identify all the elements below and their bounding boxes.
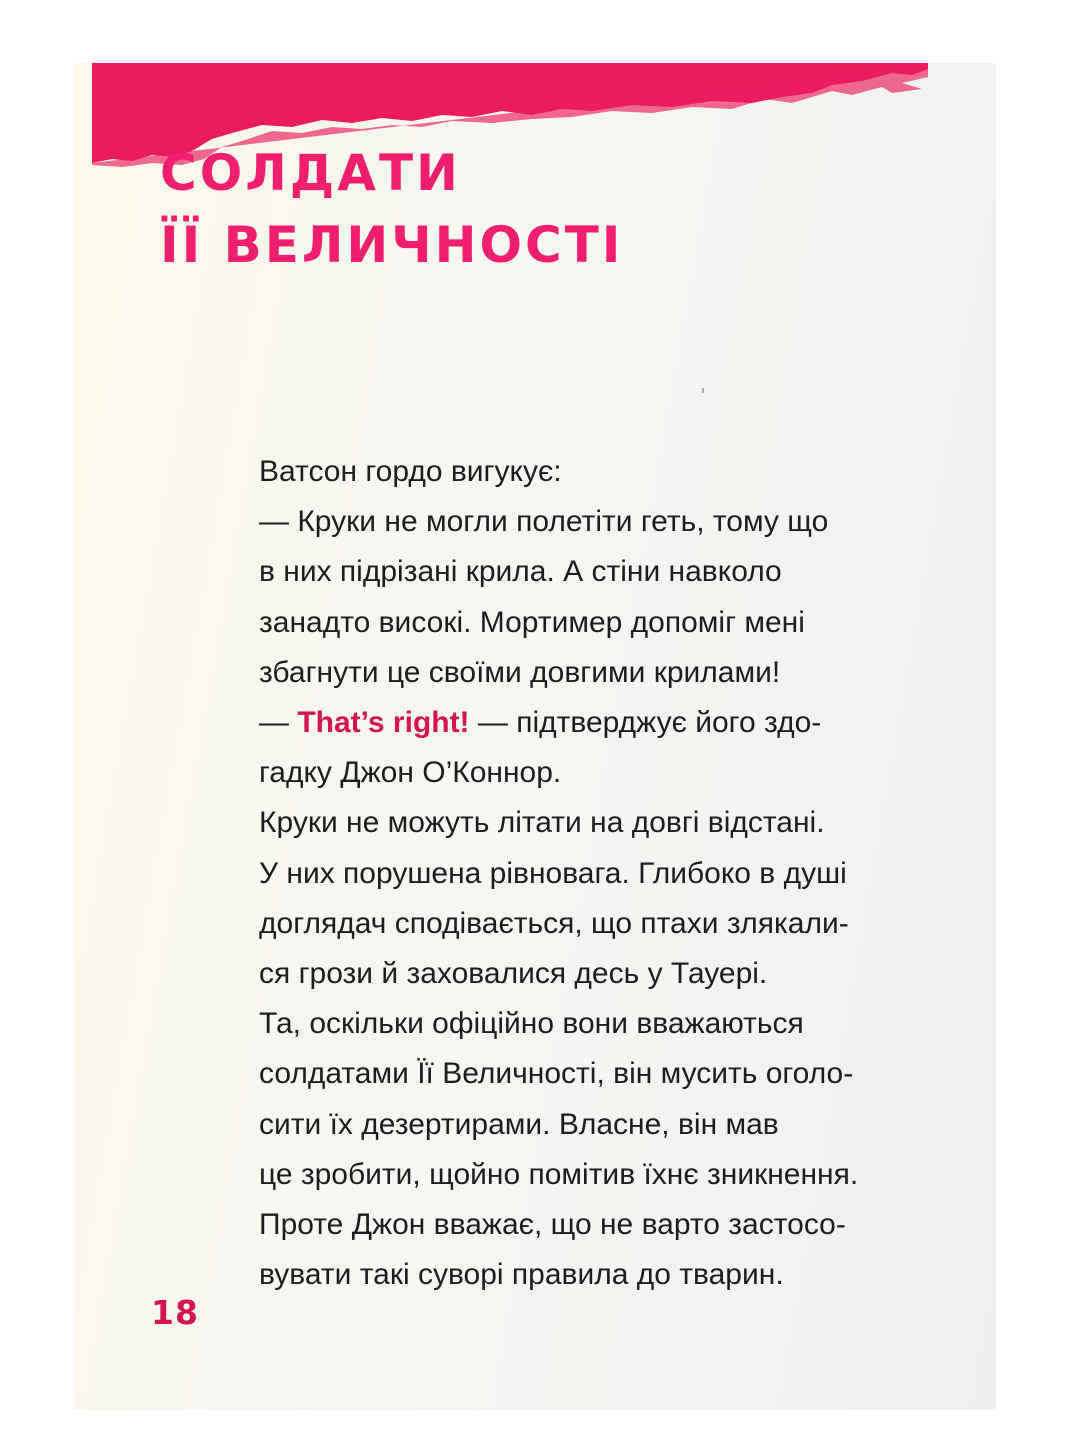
text-span: це зробити, щойно помітив їхнє зникнення. — [259, 1157, 859, 1191]
text-line — [259, 648, 959, 698]
text-span: вувати такі суворі правила до тварин. — [259, 1258, 784, 1292]
text-span: збагнути це своїми довгими крилами! — [259, 655, 781, 689]
text-span: занадто високі. Мортимер допоміг мені — [259, 605, 805, 639]
text-span: У них порушена рівновага. Глибоко в душі — [259, 856, 847, 890]
text-line — [259, 849, 959, 899]
text-span: Та, оскільки офіційно вони вважаються — [259, 1007, 804, 1041]
text-span: Проте Джон вважає, що не варто застосо- — [259, 1208, 846, 1242]
text-line — [259, 497, 959, 547]
text-span: Ватсон гордо вигукує: — [259, 455, 562, 488]
text-span: в них підрізані крила. А стіни навколо — [259, 555, 782, 589]
text-span: — Круки не могли полетіти геть, тому що — [259, 505, 829, 539]
text-span: доглядач сподівається, що птахи злякали- — [259, 906, 849, 940]
text-line — [259, 1250, 959, 1300]
text-line — [259, 447, 959, 497]
chapter-title-line-2: ЇЇ ВЕЛИЧНОСТІ — [160, 216, 624, 274]
book-page — [74, 63, 996, 1410]
text-line — [259, 547, 959, 597]
text-span: солдатами Її Величності, він мусить оголо- — [259, 1057, 854, 1091]
text-span: гадку Джон О’Коннор. — [259, 756, 562, 790]
chapter-title — [160, 137, 623, 281]
text-span: сити їх дезертирами. Власне, він мав — [259, 1107, 779, 1141]
chapter-title-line-1: СОЛДАТИ — [160, 144, 461, 202]
text-line — [259, 748, 959, 798]
text-line — [259, 798, 959, 848]
english-phrase: That’s right! — [297, 706, 470, 740]
page-number: 18 — [151, 1293, 199, 1332]
text-span: — підтверджує його здо- — [469, 706, 822, 740]
text-line — [259, 698, 959, 748]
text-line — [259, 949, 959, 999]
text-line — [259, 1150, 959, 1200]
text-line — [259, 1100, 959, 1150]
text-line — [259, 999, 959, 1049]
text-span: Круки не можуть літати на довгі відстані. — [259, 806, 825, 840]
text-span: ся грози й заховалися десь у Тауері. — [259, 957, 768, 991]
paper-speck — [702, 388, 704, 393]
text-line — [259, 1049, 959, 1099]
text-span: — — [259, 706, 298, 740]
text-line — [259, 598, 959, 648]
text-line — [259, 1200, 959, 1250]
text-line — [259, 899, 959, 949]
story-text — [259, 447, 959, 1300]
